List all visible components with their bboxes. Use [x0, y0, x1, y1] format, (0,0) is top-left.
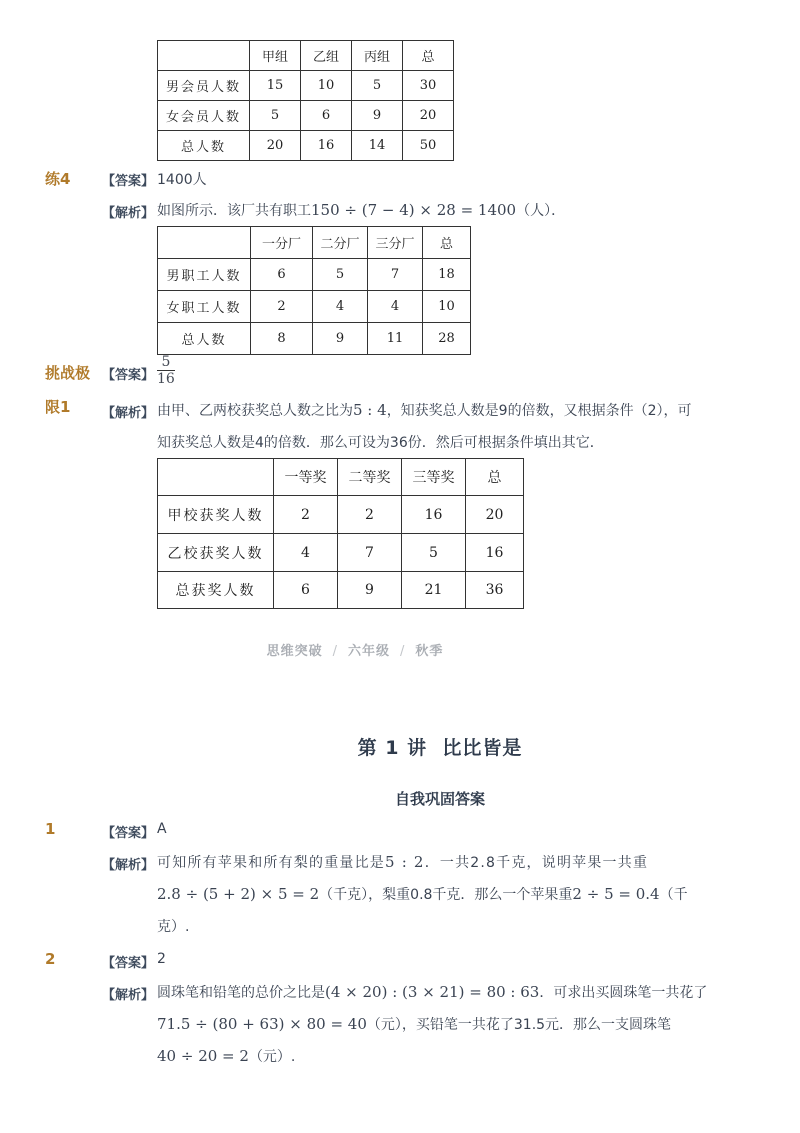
row-label: 总获奖人数 [158, 572, 274, 609]
answer-tag: 【答案】 [102, 826, 155, 841]
fraction-numerator: 5 [157, 354, 175, 371]
table-workers [157, 226, 471, 355]
table-cell: 21 [402, 572, 466, 609]
table-members [157, 40, 454, 161]
analysis-text: ，知获奖总人数是9的倍数，又根据条件（2），可 [386, 403, 692, 419]
analysis-math: 150 ÷ (7 − 4) × 28 = 1400 [311, 201, 517, 219]
question-number: 1 [45, 820, 56, 838]
analysis-text: （元）. [248, 1049, 296, 1065]
footer-series: 思维突破 [266, 644, 323, 659]
table-cell: 16 [466, 534, 524, 572]
table-cell: 10 [301, 71, 352, 101]
answer-value: A [157, 821, 167, 837]
row-label: 甲校获奖人数 [158, 496, 274, 534]
table-row [158, 291, 471, 323]
analysis-line-3 [157, 1046, 295, 1066]
table-cell: 6 [251, 259, 313, 291]
item-label-lian4: 练4 [45, 170, 71, 188]
analysis-line-2 [157, 884, 688, 904]
analysis-tag: 【解析】 [102, 406, 155, 421]
table-cell: 14 [352, 131, 403, 161]
table-cell: 5 [250, 101, 301, 131]
table-cell: 50 [403, 131, 454, 161]
table-header-cell: 一等奖 [274, 459, 338, 496]
table-header-cell: 二分厂 [313, 227, 368, 259]
table-cell: 2 [251, 291, 313, 323]
analysis-line-2: 知获奖总人数是4的倍数．那么可设为36份．然后可根据条件填出其它． [157, 435, 604, 451]
table-cell: 5 [402, 534, 466, 572]
table-header-row [158, 41, 454, 71]
table-row [158, 71, 454, 101]
answer-value: 1400人 [157, 172, 207, 188]
table-cell: 8 [251, 323, 313, 355]
table-row [158, 496, 524, 534]
table-cell: 4 [368, 291, 423, 323]
section-subtitle: 自我巩固答案 [394, 790, 485, 808]
answer-tag: 【答案】 [102, 956, 155, 971]
table-row [158, 131, 454, 161]
analysis-text: （千 [659, 887, 688, 903]
analysis-text: （元），买铅笔一共花了31.5元．那么一支圆珠笔 [366, 1017, 672, 1033]
footer-grade: 六年级 [347, 644, 390, 659]
table-cell: 16 [402, 496, 466, 534]
table-cell: 6 [301, 101, 352, 131]
table-header-cell: 三等奖 [402, 459, 466, 496]
analysis-tag: 【解析】 [102, 858, 155, 873]
table-cell: 20 [466, 496, 524, 534]
analysis-line [157, 400, 692, 420]
analysis-text: ．一共2.8千克，说明苹果一共重 [424, 855, 649, 871]
analysis-math: (4 × 20) : (3 × 21) = 80 : 63 [325, 983, 540, 1001]
table-row [158, 534, 524, 572]
analysis-math: 2 ÷ 5 = 0.4 [572, 885, 660, 903]
footer-separator: / [332, 644, 338, 659]
table-cell: 9 [352, 101, 403, 131]
analysis-text: 圆珠笔和铅笔的总价之比是 [157, 985, 325, 1001]
table-header-cell: 丙组 [352, 41, 403, 71]
table-header-cell: 三分厂 [368, 227, 423, 259]
answer-tag: 【答案】 [102, 174, 155, 189]
analysis-math: 40 ÷ 20 = 2 [157, 1047, 249, 1065]
row-label: 女职工人数 [158, 291, 251, 323]
analysis-line-3: 克）. [157, 919, 190, 935]
answer-value: 2 [157, 951, 166, 967]
table-header-cell: 二等奖 [338, 459, 402, 496]
row-label: 乙校获奖人数 [158, 534, 274, 572]
analysis-line [157, 982, 707, 1002]
page-footer [0, 640, 710, 659]
table-cell: 4 [313, 291, 368, 323]
analysis-tag: 【解析】 [102, 206, 155, 221]
table-cell: 20 [250, 131, 301, 161]
table-cell: 10 [423, 291, 471, 323]
table-header-cell: 总 [466, 459, 524, 496]
row-label: 总人数 [158, 323, 251, 355]
item-label-challenge-2: 限1 [45, 398, 71, 416]
table-header-row [158, 227, 471, 259]
answer-tag: 【答案】 [102, 368, 155, 383]
table-cell: 2 [274, 496, 338, 534]
table-awards [157, 458, 524, 609]
table-cell: 6 [274, 572, 338, 609]
table-cell [158, 41, 250, 71]
row-label: 总人数 [158, 131, 250, 161]
table-cell: 18 [423, 259, 471, 291]
table-header-cell: 甲组 [250, 41, 301, 71]
table-cell: 9 [338, 572, 402, 609]
table-cell: 2 [338, 496, 402, 534]
table-header-cell: 总 [423, 227, 471, 259]
table-cell: 30 [403, 71, 454, 101]
table-cell: 15 [250, 71, 301, 101]
analysis-line-2 [157, 1014, 671, 1034]
analysis-text: 如图所示．该厂共有职工 [157, 203, 311, 219]
analysis-line [157, 852, 648, 872]
row-label: 男会员人数 [158, 71, 250, 101]
analysis-math: 71.5 ÷ (80 + 63) × 80 = 40 [157, 1015, 367, 1033]
row-label: 男职工人数 [158, 259, 251, 291]
table-header-cell: 一分厂 [251, 227, 313, 259]
table-row [158, 259, 471, 291]
analysis-line [157, 200, 565, 220]
table-row [158, 101, 454, 131]
table-cell: 11 [368, 323, 423, 355]
fraction-denominator: 16 [157, 371, 175, 387]
analysis-math: 2.8 ÷ (5 + 2) × 5 = 2 [157, 885, 320, 903]
table-cell: 5 [352, 71, 403, 101]
footer-season: 秋季 [415, 644, 444, 659]
table-row [158, 323, 471, 355]
analysis-text: 由甲、乙两校获奖总人数之比为 [157, 403, 353, 419]
table-cell: 4 [274, 534, 338, 572]
table-header-cell: 乙组 [301, 41, 352, 71]
table-row [158, 572, 524, 609]
table-cell [158, 227, 251, 259]
table-cell: 16 [301, 131, 352, 161]
table-header-cell: 总 [403, 41, 454, 71]
section-title: 第 1 讲 比比皆是 [357, 737, 523, 759]
table-cell: 5 [313, 259, 368, 291]
table-cell [158, 459, 274, 496]
table-cell: 36 [466, 572, 524, 609]
table-cell: 20 [403, 101, 454, 131]
footer-separator: / [400, 644, 406, 659]
analysis-math: 5 : 2 [385, 853, 425, 871]
analysis-text: 可知所有苹果和所有梨的重量比是 [157, 855, 385, 871]
analysis-text: （千克），梨重0.8千克．那么一个苹果重 [319, 887, 573, 903]
row-label: 女会员人数 [158, 101, 250, 131]
analysis-text: ．可求出买圆珠笔一共花了 [539, 985, 708, 1001]
table-header-row [158, 459, 524, 496]
table-cell: 9 [313, 323, 368, 355]
analysis-text: （人）． [516, 203, 566, 219]
item-label-challenge: 挑战极 [45, 364, 91, 382]
analysis-tag: 【解析】 [102, 988, 155, 1003]
question-number: 2 [45, 950, 56, 968]
table-cell: 7 [368, 259, 423, 291]
table-cell: 7 [338, 534, 402, 572]
table-cell: 28 [423, 323, 471, 355]
answer-fraction [157, 354, 175, 387]
analysis-math: 5 : 4 [353, 401, 387, 419]
